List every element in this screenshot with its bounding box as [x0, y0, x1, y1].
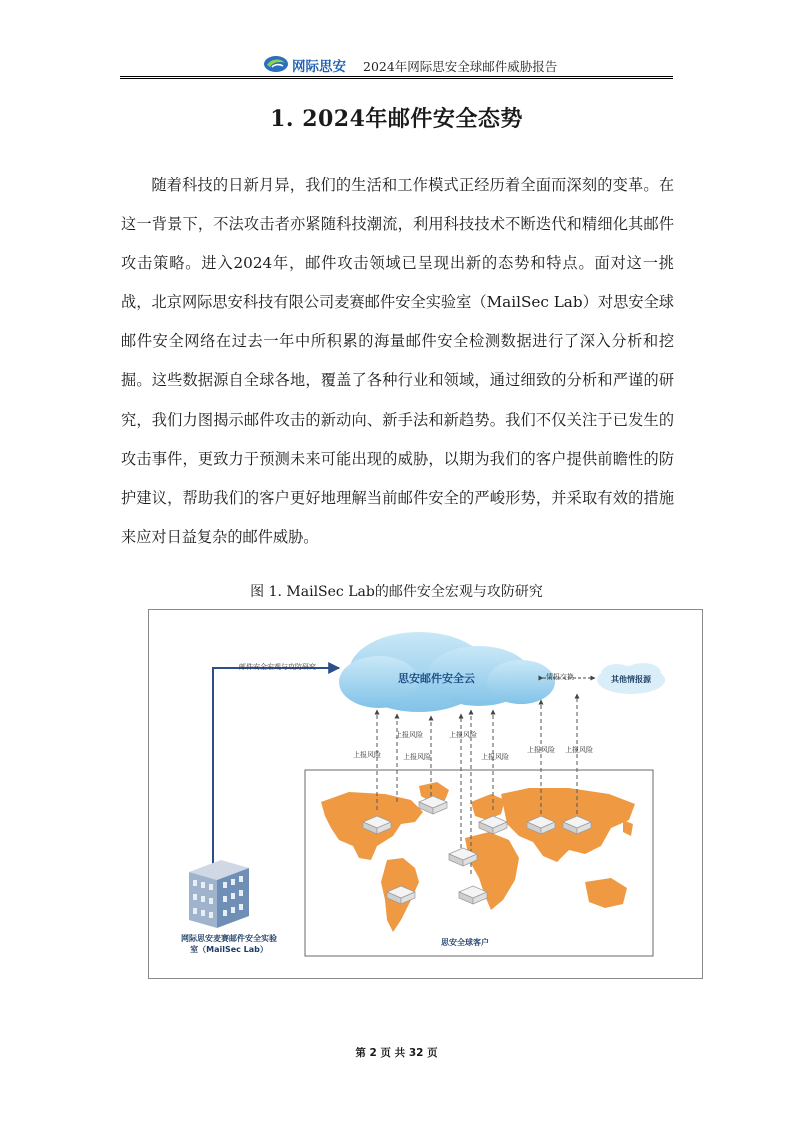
report-label: 上报风险 [449, 731, 477, 739]
diagram-graphics [149, 610, 702, 978]
logo-icon [263, 55, 289, 73]
lab-label: 网际思安麦赛邮件安全实验室（MailSec Lab） [181, 934, 277, 954]
report-label: 上报风险 [565, 746, 593, 754]
report-label: 上报风险 [527, 746, 555, 754]
lab-building-icon [189, 860, 249, 928]
report-label: 上报风险 [395, 731, 423, 739]
other-source-label: 其他情报源 [611, 675, 651, 684]
report-title: 2024年网际思安全球邮件威胁报告 [363, 59, 558, 74]
section-heading: 1. 2024年邮件安全态势 [270, 106, 523, 132]
figure-diagram [148, 609, 703, 979]
research-label: 邮件安全宏观与攻防研究 [239, 663, 316, 671]
customers-label: 思安全球客户 [441, 938, 489, 947]
research-arrow [213, 668, 339, 868]
brand-name: 网际思安 [292, 59, 346, 75]
figure-caption: 图 1. MailSec Lab的邮件安全宏观与攻防研究 [250, 584, 543, 600]
report-label: 上报风险 [403, 753, 431, 761]
header-divider [120, 76, 673, 77]
body-paragraph: 随着科技的日新月异，我们的生活和工作模式正经历着全面而深刻的变革。在这一背景下，不法攻击者亦紧随科技潮流，利用科技技术不断迭代和精细化其邮件攻击策略。进入2024年，邮件攻击领域已呈现出新的态势和特点。面对这一挑战，北京网际思安科技有限公司麦赛邮件安全实验室（MailSec Lab）对思安全球邮件安全网络在过去一年中所积累的海量邮件安全检测数据进行了深入分析和挖掘。这些数据源自全球各地，覆盖了各种行业和领域，通过细致的分析和严谨的研究，我们力图揭示邮件攻击的新动向、新手法和新趋势。我们不仅关注于已发生的攻击事件，更致力于预测未来可能出现的威胁，以期为我们的客户提供前瞻性的防护建议，帮助我们的客户更好地理解当前邮件安全的严峻形势，并采取有效的措施来应对日益复杂的邮件威胁。 [121, 176, 674, 546]
header-divider-secondary [120, 78, 673, 79]
report-label: 上报风险 [481, 753, 509, 761]
page-header [120, 52, 673, 78]
page-number: 第 2 页 共 32 页 [355, 1047, 438, 1059]
exchange-label: 情报交换 [546, 673, 574, 681]
cloud-label: 思安邮件安全云 [398, 672, 475, 685]
world-map [321, 782, 635, 932]
report-label: 上报风险 [353, 751, 381, 759]
